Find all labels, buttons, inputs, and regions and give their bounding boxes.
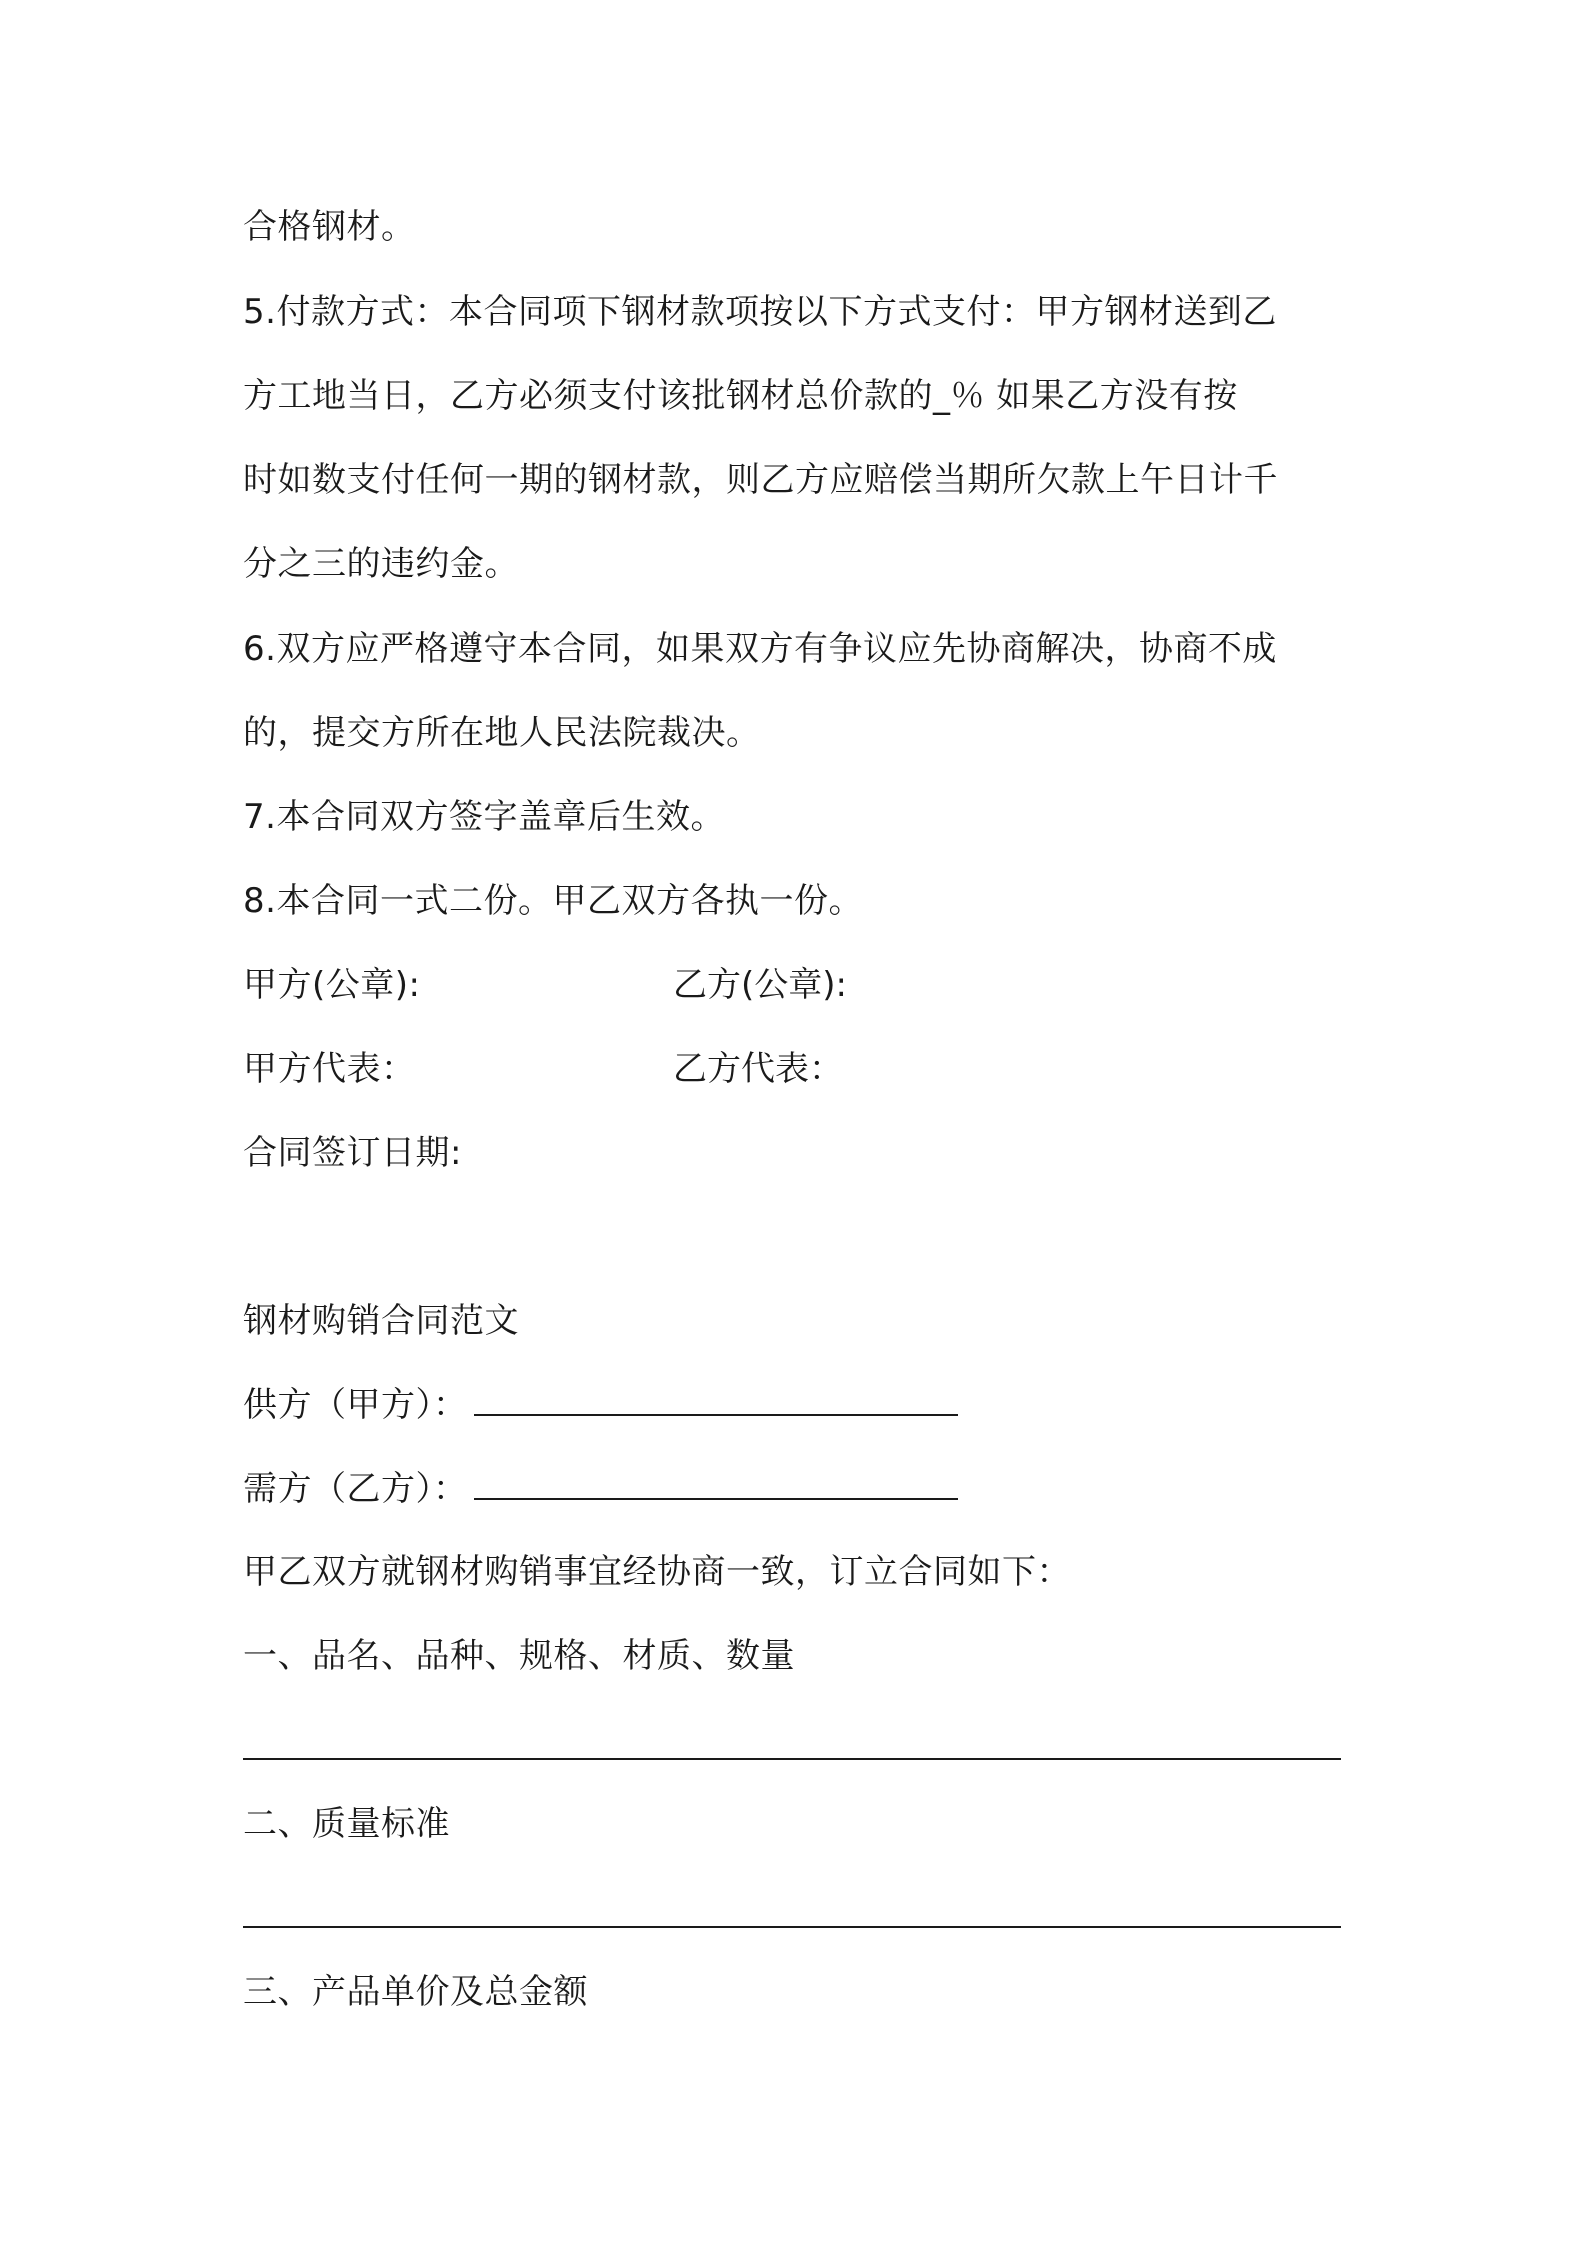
- section-2-heading: 二、质量标准: [243, 1804, 450, 1844]
- section-1-blank-rule: [243, 1758, 1341, 1760]
- supplier-row: [243, 1384, 958, 1425]
- buyer-row: [243, 1468, 958, 1509]
- clause-6-line-1: 6.双方应严格遵守本合同，如果双方有争议应先协商解决，协商不成: [243, 629, 1277, 669]
- buyer-label: 需方（乙方）：: [243, 1469, 468, 1509]
- party-b-rep-label: 乙方代表：: [673, 1049, 843, 1089]
- clause-7: 7.本合同双方签字盖章后生效。: [243, 797, 725, 837]
- clause-8: 8.本合同一式二份。甲乙双方各执一份。: [243, 881, 863, 921]
- intro-text: 甲乙双方就钢材购销事宜经协商一致，订立合同如下：: [243, 1552, 1071, 1592]
- section-1-heading: 一、品名、品种、规格、材质、数量: [243, 1636, 795, 1676]
- paragraph-tail: 合格钢材。: [243, 207, 416, 247]
- clause-5-line-3: 时如数支付任何一期的钢材款，则乙方应赔偿当期所欠款上午日计千: [243, 460, 1278, 500]
- clause-5-line-4: 分之三的违约金。: [243, 544, 519, 584]
- sign-date-label: 合同签订日期:: [243, 1133, 462, 1173]
- party-b-seal-label: 乙方(公章):: [673, 965, 847, 1005]
- party-a-rep-label: 甲方代表：: [243, 1049, 416, 1089]
- section-2-blank-rule: [243, 1926, 1341, 1928]
- clause-6-line-2: 的，提交方所在地人民法院裁决。: [243, 713, 761, 753]
- supplier-blank: [474, 1384, 958, 1416]
- clause-5-line-1: 5.付款方式：本合同项下钢材款项按以下方式支付：甲方钢材送到乙: [243, 292, 1277, 332]
- supplier-label: 供方（甲方）：: [243, 1385, 468, 1425]
- clause-5-line-2: 方工地当日，乙方必须支付该批钢材总价款的_％ 如果乙方没有按: [243, 376, 1238, 416]
- section-title: 钢材购销合同范文: [243, 1301, 519, 1341]
- buyer-blank: [474, 1468, 958, 1500]
- party-a-seal-label: 甲方(公章):: [243, 965, 421, 1005]
- section-3-heading: 三、产品单价及总金额: [243, 1972, 588, 2012]
